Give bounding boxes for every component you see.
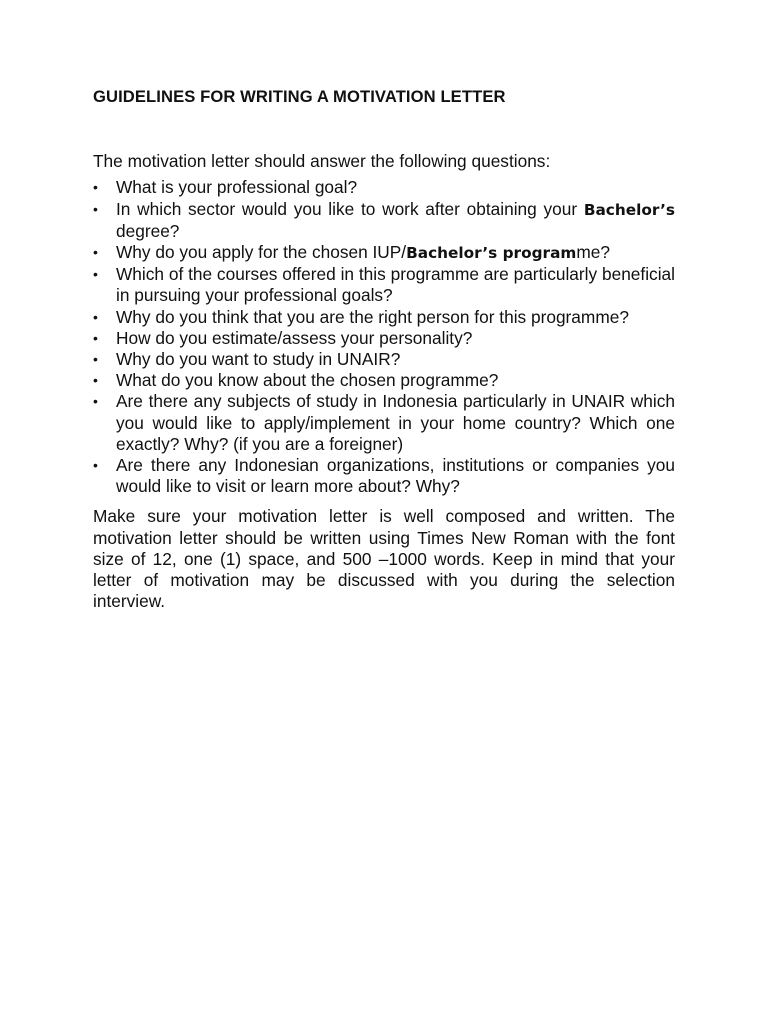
questions-list [93,177,675,497]
question-text: Why do you think that you are the right person for this programme? [116,306,629,327]
list-item [93,370,675,391]
question-text: Which of the courses offered in this programme are particularly beneficial in pursuing your professional goals? [116,264,675,306]
bullet-icon: • [93,329,98,346]
question-text: Why do you apply for the chosen IUP/ [116,242,407,263]
document-body [93,86,675,612]
list-item [93,307,675,328]
bullet-icon: • [93,372,98,389]
bullet-icon: • [93,179,98,196]
question-text: Are there any subjects of study in Indonesia particularly in UNAIR which you would like to apply/implement in your home country? Which one exactly? Why? (if you are a foreigner) [116,391,675,454]
question-text: In which sector would you like to work after obtaining your [116,198,584,219]
list-item [93,349,675,370]
question-text: degree? [116,220,180,241]
list-item [93,328,675,349]
bullet-icon: • [93,393,98,410]
bullet-icon: • [93,457,98,474]
list-item [93,199,675,242]
bullet-icon: • [93,266,98,283]
bullet-icon: • [93,308,98,325]
bullet-icon: • [93,200,98,217]
list-item [93,177,675,198]
list-item [93,242,675,264]
bullet-icon: • [93,351,98,368]
bullet-icon: • [93,244,98,261]
list-item [93,264,675,306]
closing-paragraph: Make sure your motivation letter is well composed and written. The motivation letter should be written using Times New Roman with the font size of 12, one (1) space, and 500 –1000 words. Keep in mind that your letter of motivation may be discussed with you during the selection interview. [93,506,675,612]
page-title: GUIDELINES FOR WRITING A MOTIVATION LETTER [93,87,506,106]
question-text: What do you know about the chosen programme? [116,370,499,391]
list-item [93,391,675,455]
question-text: How do you estimate/assess your personality? [116,327,473,348]
question-emphasis: Bachelor’s program [406,244,577,263]
list-item [93,455,675,497]
question-text: Are there any Indonesian organizations, institutions or companies you would like to visit or learn more about? Why? [116,455,675,497]
question-text: me? [576,242,610,263]
question-emphasis: Bachelor’s [583,200,675,219]
intro-paragraph: The motivation letter should answer the following questions: [93,151,551,172]
question-text: Why do you want to study in UNAIR? [116,349,401,370]
question-text: What is your professional goal? [116,177,358,198]
